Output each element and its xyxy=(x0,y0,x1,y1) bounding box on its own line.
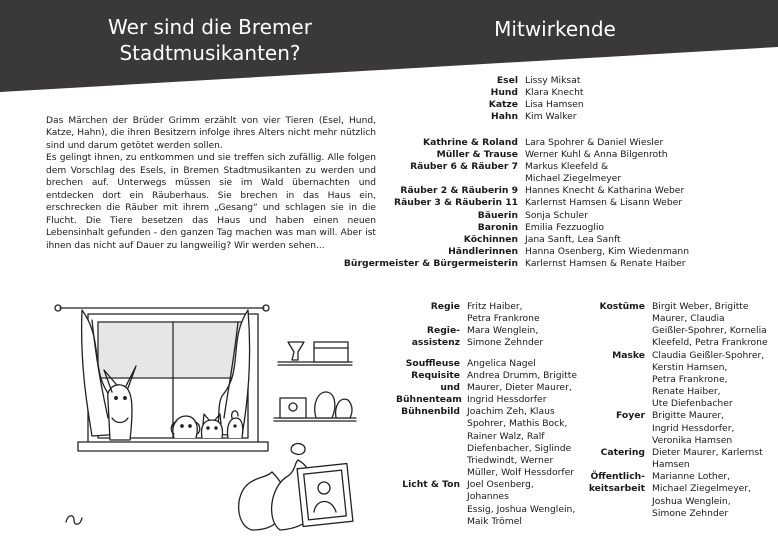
credit-role xyxy=(396,504,460,516)
credit-row xyxy=(0,222,689,234)
credit-role: Katze xyxy=(488,99,518,111)
credit-row xyxy=(0,137,689,149)
credit-role xyxy=(546,398,645,410)
credit-role: Baronin xyxy=(477,221,518,233)
credit-names: Petra Frankrone, xyxy=(652,373,728,385)
credit-role xyxy=(396,455,460,467)
credit-role xyxy=(546,374,645,386)
credit-role: Esel xyxy=(496,75,518,86)
credit-row xyxy=(546,398,770,410)
credit-role: keitsarbeit xyxy=(588,483,645,495)
credit-row xyxy=(546,325,770,337)
credit-role: Licht & Ton xyxy=(402,479,460,491)
credit-names: Sonja Schuler xyxy=(525,209,588,221)
credit-role: Hahn xyxy=(491,111,518,123)
credit-names: Hannes Knecht & Katharina Weber xyxy=(525,185,685,197)
intro-paragraph-1: Das Märchen der Brüder Grimm erzählt von vier Tieren (Esel, Hund, Katze, Hahn), die ihren Besitzern infolge ihres Alters nicht mehr nützlich sind und darum getötet werden sollen. xyxy=(46,116,376,151)
credit-names: Fritz Haiber, xyxy=(467,301,523,312)
credit-role xyxy=(546,313,645,325)
credit-role: Catering xyxy=(600,446,645,458)
credit-row xyxy=(546,337,770,349)
credit-names: Maik Trömel xyxy=(467,515,522,527)
credit-row xyxy=(0,173,689,185)
credit-row xyxy=(546,350,770,362)
credit-names: Hanna Osenberg, Kim Wiedenmann xyxy=(525,246,690,258)
credit-row xyxy=(546,410,770,422)
credit-role xyxy=(546,435,645,447)
window-with-animals-drawing xyxy=(52,300,364,532)
credit-row xyxy=(0,99,689,111)
credit-role xyxy=(0,173,518,185)
credit-role: Bühnenteam xyxy=(396,394,462,406)
credit-role xyxy=(396,443,460,455)
credit-role xyxy=(546,508,645,520)
credit-role: Räuber 6 & Räuber 7 xyxy=(410,160,518,172)
credit-names: Lara Spohrer & Daniel Wiesler xyxy=(525,136,664,148)
credit-names: Veronika Hamsen xyxy=(652,434,733,446)
credit-role: assistenz xyxy=(411,337,460,349)
credit-row xyxy=(546,496,770,508)
credit-names: Lissy Miksat xyxy=(525,75,581,86)
credit-row xyxy=(0,75,689,87)
credit-row xyxy=(546,301,770,313)
credit-row xyxy=(0,161,689,173)
credit-role xyxy=(546,386,645,398)
credit-names: Kim Walker xyxy=(525,111,577,123)
credit-names: Renate Haiber, xyxy=(652,386,721,398)
credit-names: Joel Osenberg, Johannes xyxy=(467,479,534,503)
credit-row xyxy=(0,246,689,258)
credit-row xyxy=(546,459,770,471)
credit-row xyxy=(0,111,689,123)
credit-role: und xyxy=(440,381,460,393)
credit-role xyxy=(546,337,645,349)
credit-names: Spohrer, Mathis Bock, xyxy=(467,418,568,430)
credit-row xyxy=(0,234,689,246)
credit-names: Jana Sanft, Lea Sanft xyxy=(525,233,621,245)
spacer xyxy=(0,124,689,137)
intro-paragraph-2: Es gelingt ihnen, zu entkommen und sie treffen sich zufällig. Alle folgen dem Vorschlag des Esels, in Bremen Stadtmusikanten zu werden und brechen auf. Unterwegs müssen sie im Wald übernachten und entdecken dort ein Räuberhaus. Sie brechen in das Haus ein, erschrecken die Räuber mit ihrem „Gesang“ und schlagen sie in die Flucht. Die Tiere besetzen das Haus und haben einen neuen Lebensinhalt gefunden - den ganzen Tag machen was man will. Aber ist ihnen das nicht auf Dauer zu langweilig? Wir werden sehen... xyxy=(46,153,376,251)
credit-names: Claudia Geißler-Spohrer, xyxy=(652,349,765,361)
credit-names: Karlernst Hamsen & Lisann Weber xyxy=(525,197,683,209)
credit-row xyxy=(0,149,689,161)
credit-role: Regie- xyxy=(426,325,460,337)
credit-role: Souffleuse xyxy=(405,357,460,369)
credit-role: Kathrine & Roland xyxy=(423,136,518,148)
credit-role: Bühnenbild xyxy=(401,406,460,418)
credit-names: Markus Kleefeld & xyxy=(525,160,609,172)
credit-names: Werner Kuhl & Anna Bilgenroth xyxy=(525,148,668,160)
credit-names: Brigitte Maurer, xyxy=(652,410,725,422)
credit-role xyxy=(396,418,460,430)
credit-role: Köchinnen xyxy=(463,233,518,245)
credit-names: Essig, Joshua Wenglein, xyxy=(467,503,576,515)
credit-names: Geißler-Spohrer, Kornelia xyxy=(652,325,767,337)
credit-role: Kostüme xyxy=(599,301,645,312)
credit-names: Triedwindt, Werner xyxy=(467,454,554,466)
credit-names: Rainer Walz, Ralf xyxy=(467,430,545,442)
crew-list-right xyxy=(546,301,770,520)
credit-names: Karlernst Hamsen & Renate Haiber xyxy=(525,258,686,270)
credit-names: Marianne Lother, xyxy=(652,471,731,483)
credit-row xyxy=(0,87,689,99)
credit-names: Joachim Zeh, Klaus xyxy=(467,406,555,418)
credit-row xyxy=(0,197,689,209)
credit-row xyxy=(0,258,689,270)
credit-row xyxy=(0,210,689,222)
credit-row xyxy=(546,471,770,483)
credit-names: Hamsen xyxy=(652,459,690,471)
credit-names: Kerstin Hamsen, xyxy=(652,361,728,373)
credit-role: Bäuerin xyxy=(477,209,518,221)
credit-role: Öffentlich- xyxy=(590,471,645,483)
credit-role: Händlerinnen xyxy=(448,246,518,258)
credit-row xyxy=(546,447,770,459)
credit-role xyxy=(396,467,460,479)
credit-role: Bürgermeister & Bürgermeisterin xyxy=(343,258,518,270)
credit-role xyxy=(546,362,645,374)
credit-names: Dieter Maurer, Karlernst xyxy=(652,446,763,458)
credit-names: Joshua Wenglein, xyxy=(652,495,731,507)
credit-names: Lisa Hamsen xyxy=(525,99,584,111)
section-title-right: Mitwirkende xyxy=(494,17,616,41)
credit-row xyxy=(546,386,770,398)
credit-role xyxy=(396,516,460,528)
credit-row xyxy=(546,508,770,520)
credit-names: Angelica Nagel xyxy=(467,357,536,369)
credit-names: Ute Diefenbacher xyxy=(652,398,733,410)
credit-names: Kleefeld, Petra Frankrone xyxy=(652,337,768,349)
credit-names: Petra Frankrone xyxy=(467,313,540,325)
credit-names: Maurer, Dieter Maurer, xyxy=(467,381,572,393)
credit-names: Simone Zehnder xyxy=(467,337,544,349)
credit-names: Michael Ziegelmeyer, xyxy=(652,483,752,495)
credit-names: Maurer, Claudia xyxy=(652,313,725,325)
credit-names: Emilia Fezzuoglio xyxy=(525,221,605,233)
credit-role: Räuber 3 & Räuberin 11 xyxy=(394,197,518,209)
credit-names: Michael Ziegelmeyer xyxy=(525,173,622,185)
credit-role xyxy=(546,496,645,508)
credit-role xyxy=(396,313,460,325)
credit-names: Simone Zehnder xyxy=(652,507,729,519)
section-title-left xyxy=(95,14,325,66)
credit-role: Foyer xyxy=(616,410,645,422)
credit-names: Ingrid Hessdorfer, xyxy=(652,422,735,434)
credit-role: Regie xyxy=(430,301,460,312)
credit-names: Andrea Drumm, Brigitte xyxy=(467,369,578,381)
credit-row xyxy=(546,483,770,495)
credit-row xyxy=(546,362,770,374)
credit-names: Klara Knecht xyxy=(525,87,584,99)
credit-role: Räuber 2 & Räuberin 9 xyxy=(400,185,518,197)
credit-role: Requisite xyxy=(411,369,460,381)
cast-list xyxy=(0,75,689,270)
title-line-2: Stadtmusikanten? xyxy=(119,41,301,65)
credit-role: Hund xyxy=(490,87,518,99)
credit-names: Birgit Weber, Brigitte xyxy=(652,301,749,312)
credit-role xyxy=(546,423,645,435)
credit-names: Mara Wenglein, xyxy=(467,325,539,337)
credit-row xyxy=(546,435,770,447)
credit-row xyxy=(546,374,770,386)
credit-names: Ingrid Hessdorfer xyxy=(467,394,547,406)
credit-names: Diefenbacher, Siglinde xyxy=(467,442,572,454)
credit-row xyxy=(546,313,770,325)
credit-role: Maske xyxy=(612,349,645,361)
credit-role xyxy=(396,431,460,443)
credit-row xyxy=(546,423,770,435)
title-line-1: Wer sind die Bremer xyxy=(108,15,312,39)
credit-role xyxy=(546,459,645,471)
credit-role: Müller & Trause xyxy=(436,148,518,160)
credit-names: Müller, Wolf Hessdorfer xyxy=(467,467,575,479)
credit-row xyxy=(0,185,689,197)
credit-role xyxy=(546,325,645,337)
